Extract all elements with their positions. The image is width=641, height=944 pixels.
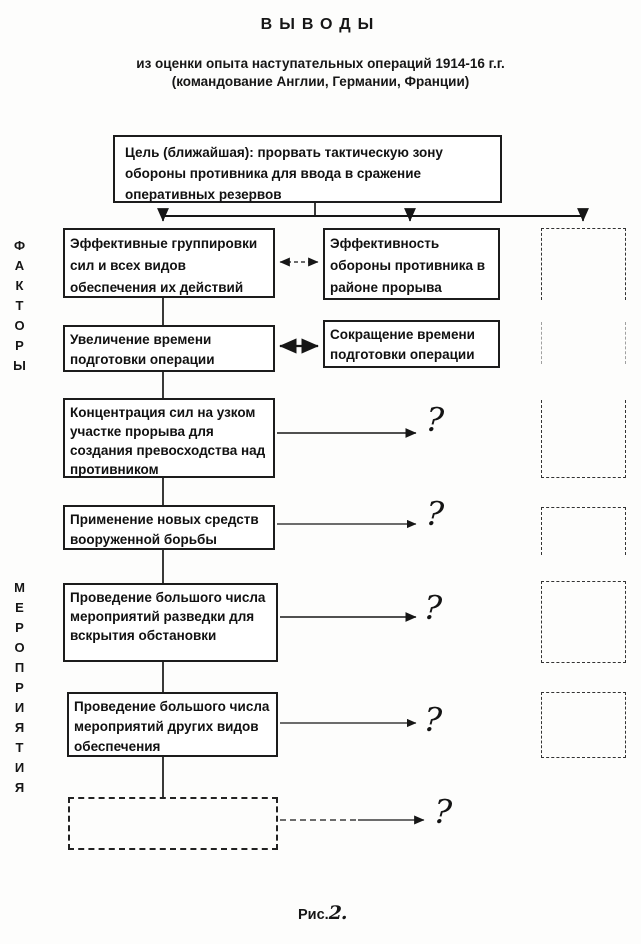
right-placeholder-3: [541, 507, 626, 555]
figure-caption: [298, 902, 347, 924]
right-placeholder-5: [541, 692, 626, 758]
right-placeholder-2: [541, 400, 626, 478]
counter-box-reduce-prep-time: Сокращение времени подготовки операции: [323, 320, 500, 368]
vertical-label-factors: ФАКТОРЫ: [12, 238, 27, 378]
question-mark: ?: [422, 699, 444, 740]
question-mark: ?: [422, 587, 444, 628]
goal-box: Цель (ближайшая): прорвать тактическую зону обороны противника для ввода в сражение оперативных резервов: [113, 135, 502, 203]
question-mark: ?: [424, 399, 446, 440]
right-placeholder-0: [541, 228, 626, 300]
figure-caption-number: 2.: [328, 902, 347, 924]
measure-box-other-support: Проведение большого числа мероприятий других видов обеспечения: [67, 692, 278, 757]
factor-box-effective-groupings: Эффективные группировки сил и всех видов обеспечения их действий: [63, 228, 275, 298]
empty-measure-box: [68, 797, 278, 850]
subtitle-line-2: (командование Англии, Германии, Франции): [171, 74, 470, 89]
measure-box-reconnaissance: Проведение большого числа мероприятий разведки для вскрытия обстановки: [63, 583, 278, 662]
right-placeholder-1: [541, 322, 626, 364]
vertical-label-measures: МЕРОПРИЯТИЯ: [12, 580, 27, 800]
subtitle-line-1: из оценки опыта наступательных операций 1914-16 г.г.: [136, 56, 505, 71]
right-placeholder-4: [541, 581, 626, 663]
measure-box-concentration: Концентрация сил на узком участке прорыва для создания превосходства над противником: [63, 398, 275, 478]
question-mark: ?: [432, 791, 454, 832]
measure-box-new-weapons: Применение новых средств вооруженной борьбы: [63, 505, 275, 550]
figure-caption-prefix: Рис.: [298, 907, 329, 923]
counter-box-enemy-defense: Эффективность обороны противника в районе прорыва: [323, 228, 500, 300]
question-mark: ?: [424, 493, 446, 534]
page-title: ВЫВОДЫ: [260, 16, 381, 33]
factor-box-increase-prep-time: Увеличение времени подготовки операции: [63, 325, 275, 372]
